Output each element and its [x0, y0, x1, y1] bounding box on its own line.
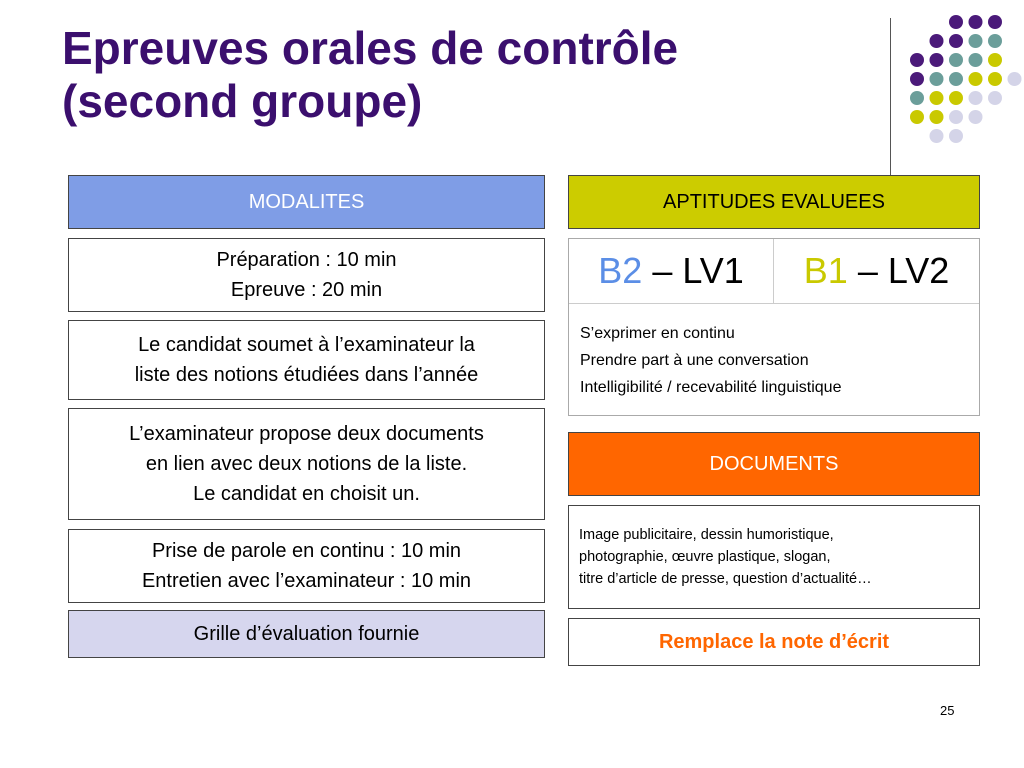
decorative-dot — [969, 15, 983, 29]
decorative-dot — [988, 34, 1002, 48]
decorative-dot — [949, 91, 963, 105]
documents-line-2: en lien avec deux notions de la liste. — [145, 453, 468, 475]
lv1-label: – LV1 — [642, 250, 744, 291]
decorative-dot — [949, 15, 963, 29]
remplace-note-box — [568, 618, 980, 666]
decorative-dot — [969, 72, 983, 86]
decorative-dot — [969, 91, 983, 105]
decorative-dot — [930, 34, 944, 48]
grille-box — [68, 610, 545, 658]
decorative-dot — [910, 72, 924, 86]
document-type-line: photographie, œuvre plastique, slogan, — [579, 549, 831, 565]
modalites-notions-box — [68, 320, 545, 400]
document-type-line: Image publicitaire, dessin humoristique, — [579, 527, 834, 543]
documents-line-1: L’examinateur propose deux documents — [129, 423, 484, 445]
documents-line-3: Le candidat en choisit un. — [193, 483, 420, 505]
title-line-1: Epreuves orales de contrôle — [62, 22, 679, 74]
timing-line-1: Préparation : 10 min — [216, 249, 397, 271]
decorative-dot — [949, 53, 963, 67]
decorative-dot — [988, 53, 1002, 67]
documents-header-label: DOCUMENTS — [709, 452, 839, 475]
lv2-label: – LV2 — [847, 250, 950, 291]
decorative-dot — [1008, 72, 1022, 86]
aptitude-item: Intelligibilité / recevabilité linguistique — [580, 378, 842, 396]
aptitudes-header — [568, 175, 980, 229]
remplace-note-label: Remplace la note d’écrit — [658, 630, 890, 653]
aptitude-item: S’exprimer en continu — [580, 324, 735, 342]
decorative-dot — [969, 34, 983, 48]
aptitudes-header-label: APTITUDES EVALUEES — [663, 190, 885, 213]
decorative-dot — [969, 110, 983, 124]
lv2-cell — [774, 239, 979, 304]
decorative-dot — [930, 72, 944, 86]
modalites-speaking-box — [68, 529, 545, 603]
decorative-dot-grid — [0, 0, 1024, 180]
decorative-dot — [930, 129, 944, 143]
modalites-header — [68, 175, 545, 229]
aptitude-item: Prendre part à une conversation — [580, 351, 809, 369]
decorative-dot — [988, 72, 1002, 86]
modalites-header-label: MODALITES — [248, 190, 365, 213]
decorative-dot — [988, 91, 1002, 105]
decorative-dot — [988, 15, 1002, 29]
title-line-2: (second groupe) — [62, 75, 423, 127]
lv2-level: B1 — [803, 250, 848, 291]
aptitudes-list — [569, 305, 969, 415]
decorative-dot — [910, 53, 924, 67]
decorative-dot — [910, 91, 924, 105]
decorative-dot — [949, 72, 963, 86]
decorative-dot — [949, 110, 963, 124]
grille-label: Grille d’évaluation fournie — [193, 623, 420, 645]
decorative-dot — [949, 129, 963, 143]
page-number: 25 — [940, 703, 955, 718]
speaking-line-1: Prise de parole en continu : 10 min — [151, 540, 462, 562]
lv1-level: B2 — [598, 250, 643, 291]
document-type-line: titre d’article de presse, question d’actualité… — [579, 571, 872, 587]
decorative-dot — [969, 53, 983, 67]
documents-list-box — [568, 505, 980, 609]
notions-line-2: liste des notions étudiées dans l’année — [134, 364, 479, 386]
modalites-documents-box — [68, 408, 545, 520]
timing-line-2: Epreuve : 20 min — [230, 279, 383, 301]
decorative-dot — [949, 34, 963, 48]
decorative-dot — [930, 53, 944, 67]
decorative-dot — [930, 110, 944, 124]
decorative-dot — [910, 110, 924, 124]
lv1-cell — [569, 239, 774, 304]
speaking-line-2: Entretien avec l’examinateur : 10 min — [141, 570, 472, 592]
decorative-dot — [930, 91, 944, 105]
documents-header — [568, 432, 980, 496]
notions-line-1: Le candidat soumet à l’examinateur la — [138, 334, 475, 356]
modalites-timing-box — [68, 238, 545, 312]
